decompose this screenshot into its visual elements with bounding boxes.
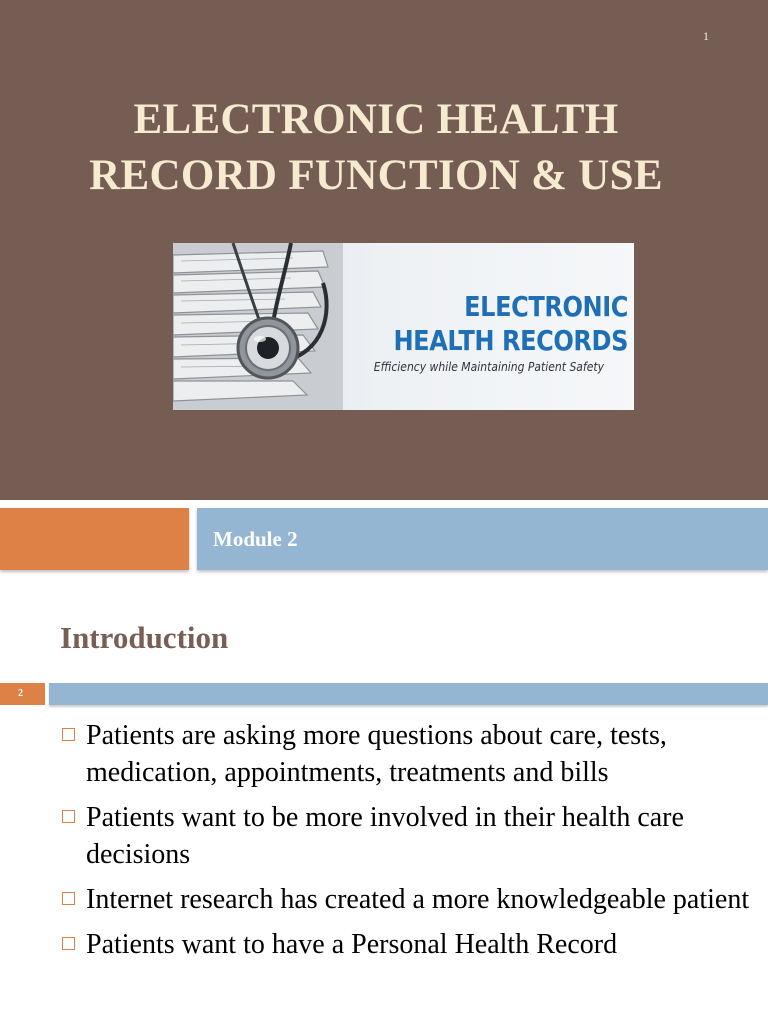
slide-title-line-1: ELECTRONIC HEALTH — [133, 96, 619, 143]
bullet-text: Patients want to have a Personal Health Record — [86, 929, 618, 960]
square-bullet-icon — [62, 892, 75, 905]
square-bullet-icon — [62, 937, 75, 950]
slide-number: 2 — [0, 683, 45, 705]
banner-tagline: Efficiency while Maintaining Patient Safety — [373, 360, 604, 374]
slide-title-line-2: RECORD FUNCTION & USE — [89, 152, 663, 199]
module-label: Module 2 — [213, 527, 298, 551]
banner-heading-line-1: ELECTRONIC — [464, 290, 628, 323]
stethoscope-papers-icon — [173, 243, 343, 410]
slide-number: 1 — [703, 29, 709, 43]
bullet-text: Patients are asking more questions about care, tests, medication, appointments, treatments and bills — [86, 720, 667, 788]
square-bullet-icon — [62, 810, 75, 823]
bullet-text: Patients want to be more involved in their health care decisions — [86, 802, 684, 870]
bullet-text: Internet research has created a more knowledgeable patient — [86, 884, 750, 915]
slide-title — [40, 92, 712, 204]
slide-heading: Introduction — [60, 620, 229, 655]
square-bullet-icon — [62, 728, 75, 741]
slide-divider-bar — [49, 683, 768, 705]
banner-heading-line-2: HEALTH RECORDS — [393, 324, 628, 357]
bullet-item — [60, 717, 760, 791]
bullet-item — [60, 881, 760, 918]
bullet-list — [60, 717, 760, 971]
bullet-item — [60, 926, 760, 963]
ehr-banner-image — [173, 243, 634, 410]
bullet-item — [60, 799, 760, 873]
module-accent-bar — [0, 508, 189, 570]
title-slide — [0, 0, 768, 500]
